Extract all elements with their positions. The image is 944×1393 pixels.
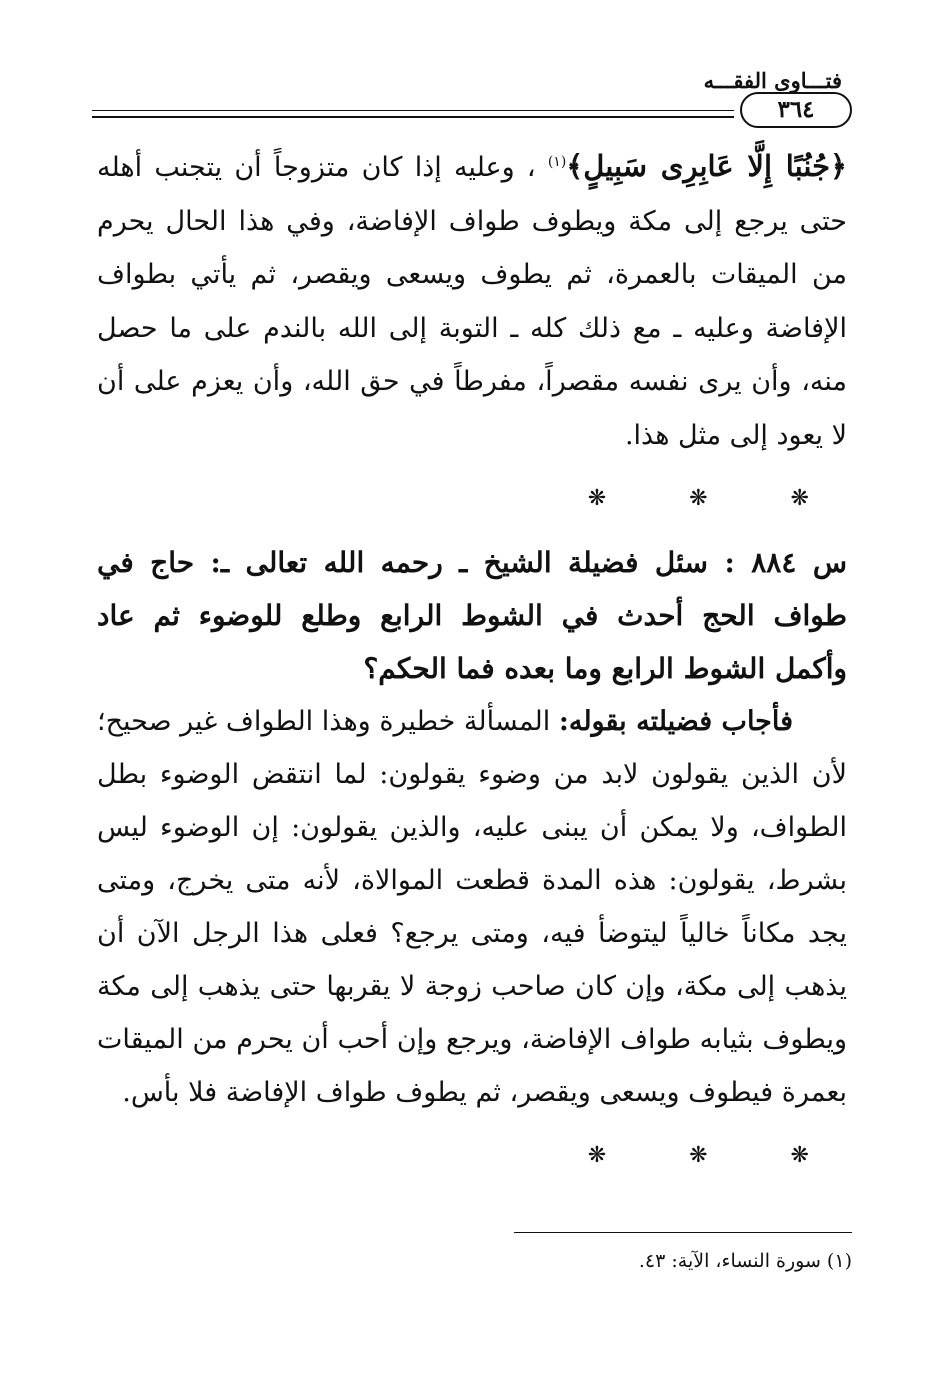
quran-verse: ﴿جُنُبًا إِلَّا عَابِرِى سَبِيلٍ﴾ [566,149,847,183]
footnote: (١) سورة النساء، الآية: ٤٣. [638,1250,852,1272]
page-number: ٣٦٤ [740,92,852,128]
book-title: فتـــاوى الفقـــه [703,68,842,93]
answer-paragraph [97,695,847,1119]
footnote-reference: (١) [547,154,567,170]
footnote-divider [514,1232,852,1233]
page-body [97,140,847,1193]
section-separator: ❋ ❋ ❋ [587,486,847,511]
page-header [92,58,852,123]
section-separator-2: ❋ ❋ ❋ [587,1143,847,1168]
paragraph-1 [97,140,847,462]
header-rule [92,110,734,118]
question-884: س ٨٨٤ : سئل فضيلة الشيخ ـ رحمه الله تعالى ـ: حاج في طواف الحج أحدث في الشوط الرابع وطلع للوضوء ثم عاد وأكمل الشوط الرابع وما بعده فما الحكم؟ [97,546,847,685]
answer-lead: فأجاب فضيلته بقوله: [558,706,793,737]
answer-text: المسألة خطيرة وهذا الطواف غير صحيح؛ لأن الذين يقولون لابد من وضوء يقولون: لما انتقض الوضوء بطل الطواف، ولا يمكن أن يبنى عليه، والذين يقولون: إن الوضوء ليس بشرط، يقولون: هذه المدة قطعت الموالاة، لأنه متى يخرج، ومتى يجد مكاناً خالياً ليتوضأ فيه، ومتى يرجع؟ فعلى هذا الرجل الآن أن يذهب إلى مكة، وإن كان صاحب زوجة لا يقربها حتى يذهب إلى مكة ويطوف بثيابه طواف الإفاضة، ويرجع وإن أحب أن يحرم من الميقات بعمرة فيطوف ويسعى ويقصر، ثم يطوف طواف الإفاضة فلا بأس. [97,706,847,1108]
paragraph-1-text: ، وعليه إذا كان متزوجاً أن يتجنب أهله حتى يرجع إلى مكة ويطوف طواف الإفاضة، وفي هذا الحال يحرم من الميقات بالعمرة، ثم يطوف ويسعى ويقصر، ثم يأتي بطواف الإفاضة وعليه ـ مع ذلك كله ـ التوبة إلى الله بالندم على ما حصل منه، وأن يرى نفسه مقصراً، مفرطاً في حق الله، وأن يعزم على أن لا يعود إلى مثل هذا. [97,152,847,451]
